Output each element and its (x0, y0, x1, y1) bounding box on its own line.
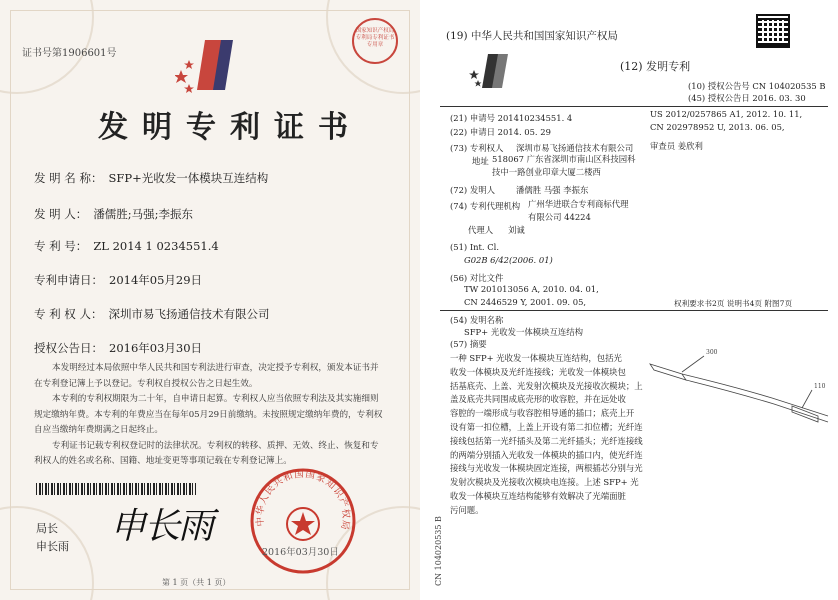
certificate-notice (34, 361, 384, 470)
field-application-date: 专利申请日： 2014年05月29日 (34, 273, 203, 287)
intcl-label: (51) Int. Cl. (450, 242, 499, 252)
certificate-number: 证书号第1906601号 (22, 48, 117, 59)
agency-value: 广州华进联合专利商标代理 有限公司 44224 (528, 199, 629, 222)
references-label: (56) 对比文件 (450, 273, 504, 283)
publication-number: (10) 授权公告号 CN 104020535 B (688, 81, 826, 91)
director-name: 申长雨 (36, 540, 69, 553)
address-label: 地址 (472, 156, 489, 166)
sipo-logo-icon (468, 52, 514, 92)
seal-date: 2016年03月30日 (262, 547, 339, 558)
certificate-title: 发明专利证书 (98, 110, 362, 145)
seal-text: 中华人民共和国国家知识产权局 (254, 468, 352, 532)
qr-code-icon (756, 14, 790, 48)
address-value: 518067 广东省深圳市南山区科技园科 技中一路创业印章大厦二楼西 (492, 154, 636, 177)
director-signature: 申长雨 (110, 506, 213, 547)
invention-title: SFP+ 光收发一体模块互连结构 (464, 327, 583, 337)
patent-document (428, 0, 838, 600)
abstract-text: 一种 SFP+ 光收发一体模块互连结构，包括光 收发一体模块及光纤连接线；光收发一体模块包 括基底壳、上盖、光发射次模块及光接收次模块；上 盖及底壳共同围成底壳形的收容腔，并在远处收 容腔的一端形成与收容腔相导通的插口；底壳上开 设有第一扣位槽，上盖上开设有第二扣位槽；光纤连 接线包括第一光纤插头及第二光纤插头；光纤连接线 的两端分别插入光收发一体模块的插口内，使光纤连 接线与光收发一体模块固定连接，两根插芯分别与光 发射次模块及光接收次模块电连接。上述 SFP+ 光 收发一体模块互连结构能够有效解决了光端面脏 污问题。 (450, 353, 643, 515)
official-seal-icon (248, 466, 358, 576)
director-label: 局长 (36, 522, 58, 535)
notice-paragraph: 本专利的专利权期限为二十年，自申请日起算。专利权人应当依照专利法及其实施细则规定缴纳年费。本专利的年费应当在每年05月29日前缴纳。未按照规定缴纳年费的，专利权自应当缴纳年费期满之日起终止。 (34, 394, 383, 435)
inventors-label: (72) 发明人 (450, 185, 495, 195)
publication-date: (45) 授权公告日 2016. 03. 30 (688, 93, 806, 103)
vertical-pub-code: CN 104020535 B (434, 516, 443, 586)
agency-label: (74) 专利代理机构 (450, 201, 521, 211)
field-inventors: 发 明 人： 潘儒胜;马强;李振东 (34, 207, 194, 221)
patent-figure (642, 336, 838, 446)
field-invention-title: 发 明 名 称： SFP+光收发一体模块互连结构 (34, 171, 269, 185)
owner-value: 深圳市易飞扬通信技术有限公司 (516, 143, 634, 153)
references-right: US 2012/0257865 A1, 2012. 10. 11, CN 202978952 U, 2013. 06. 05, (650, 109, 803, 132)
figure-label: 110 (814, 383, 826, 390)
agent-label: 代理人 (468, 225, 494, 235)
page-counts: 权利要求书2页 说明书4页 附图7页 (674, 299, 793, 308)
notice-paragraph: 本发明经过本局依照中华人民共和国专利法进行审查，决定授予专利权，颁发本证书并在专利登记簿上予以登记。专利权自授权公告之日起生效。 (34, 363, 379, 389)
notice-paragraph: 专利证书记载专利权登记时的法律状况。专利权的转移、质押、无效、终止、恢复和专利权人的姓名或名称、国籍、地址变更等事项记载在专利登记簿上。 (34, 440, 379, 466)
document-kind: (12) 发明专利 (620, 60, 691, 73)
page-footer: 第 1 页（共 1 页） (162, 578, 231, 587)
small-official-seal: 国家知识产权局专利局专利证书专用章 (352, 18, 398, 64)
section-divider (440, 310, 828, 311)
office-name: (19) 中华人民共和国国家知识产权局 (446, 30, 618, 42)
header-divider (440, 106, 828, 107)
intcl-value: G02B 6/42(2006. 01) (464, 255, 553, 265)
barcode (36, 483, 196, 495)
application-number: (21) 申请号 201410234551. 4 (450, 113, 573, 123)
figure-label: 300 (706, 349, 718, 356)
examiner: 审查员 姜欣利 (650, 141, 703, 151)
field-patentee: 专 利 权 人： 深圳市易飞扬通信技术有限公司 (34, 307, 270, 321)
title-label: (54) 发明名称 (450, 315, 504, 325)
abstract-label: (57) 摘要 (450, 339, 487, 349)
inventors-value: 潘儒胜 马强 李振东 (516, 185, 589, 195)
field-patent-number: 专 利 号： ZL 2014 1 0234551.4 (34, 239, 219, 253)
sipo-emblem-icon (175, 32, 245, 102)
application-date: (22) 申请日 2014. 05. 29 (450, 127, 551, 137)
field-grant-date: 授权公告日： 2016年03月30日 (34, 341, 203, 355)
agent-value: 刘诚 (508, 225, 525, 235)
owner-label: (73) 专利权人 (450, 143, 504, 153)
references-left: TW 201013056 A, 2010. 04. 01, CN 2446529 Y, 2001. 09. 05, (464, 284, 599, 307)
